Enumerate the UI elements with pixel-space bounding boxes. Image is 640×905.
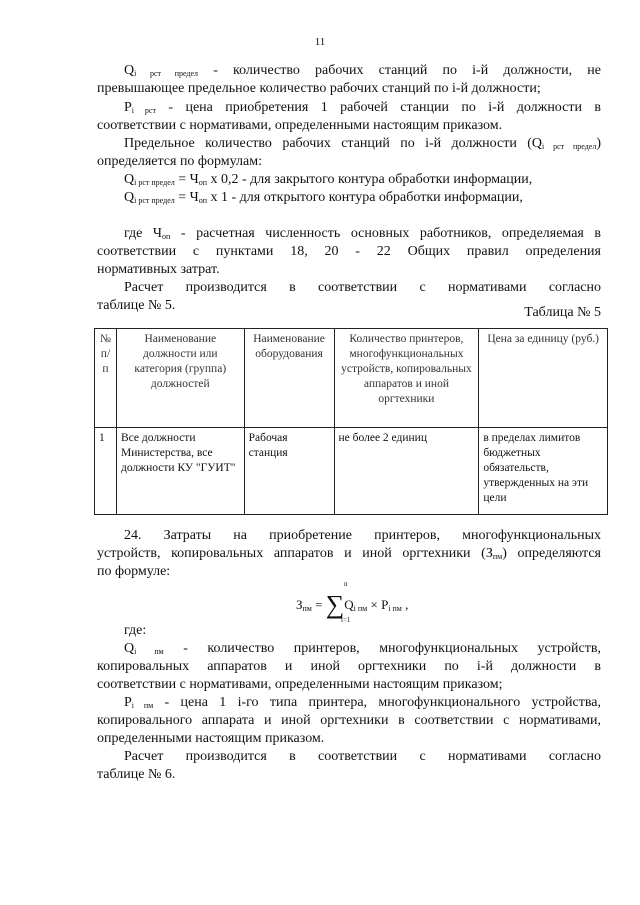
section-24-line2: устройств, копировальных аппаратов и иной оргтехники $(З_{пм})$ определяются — [97, 546, 601, 561]
where-chop-line3: нормативных затрат. — [97, 262, 220, 277]
norms-table — [94, 328, 608, 515]
table-row — [95, 428, 608, 515]
header-price: Цена за единицу (руб.) — [479, 329, 608, 428]
where-label: где: — [124, 623, 147, 638]
cell-num: 1 — [95, 428, 117, 515]
header-position: Наименование должности или категория (группа) должностей — [116, 329, 244, 428]
def-p-pm-line3: определенными настоящим приказом. — [97, 731, 325, 746]
def-q-rst-line2: превышающее предельное количество рабочих станций по i-й должности; — [97, 81, 541, 96]
page-number: 11 — [314, 36, 326, 48]
calc2-line1: Расчет производится в соответствии с нормативами согласно — [124, 749, 601, 764]
def-q-rst-line1: $Q_{i рст предел}$ - количество рабочих станций по i-й должности, не — [124, 63, 601, 78]
def-q-pm-line1: $Q_{i пм}$ - количество принтеров, многофункциональных устройств, — [124, 641, 601, 656]
def-p-rst-line1: $P_{i рст}$ - цена приобретения 1 рабочей станции по i-й должности в — [124, 100, 602, 115]
table-caption: Таблица № 5 — [524, 305, 601, 320]
section-24-line3: по формуле: — [97, 564, 171, 579]
cell-position: Все должности Министерства, все должности КУ "ГУИТ" — [116, 428, 244, 515]
limit-para-line2: определяется по формулам: — [97, 154, 262, 169]
calc2-line2: таблице № 6. — [97, 767, 176, 782]
def-p-pm-line1: $P_{i пм}$ - цена 1 i-го типа принтера, многофункционального устройства, — [124, 695, 601, 710]
where-chop-line2: соответствии с пунктами 18, 20 - 22 Общих правил определения — [97, 244, 601, 259]
cell-equipment: Рабочая станция — [244, 428, 334, 515]
header-equipment: Наименование оборудования — [244, 329, 334, 428]
header-quantity: Количество принтеров, многофункциональных устройств, копировальных аппаратов и иной оргтехники — [334, 329, 479, 428]
table-header-row — [95, 329, 608, 428]
calc-line1: Расчет производится в соответствии с нормативами согласно — [124, 280, 601, 295]
section-24-line1: 24. Затраты на приобретение принтеров, многофункциональных — [124, 528, 601, 543]
where-chop-line1: где $Ч_{оп}$ - расчетная численность основных работников, определяемая в — [124, 226, 601, 241]
header-num: № п/п — [95, 329, 117, 428]
cell-price: в пределах лимитов бюджетных обязательств, утвержденных на эти цели — [479, 428, 608, 515]
def-q-pm-line2: копировальных аппаратов и иной оргтехники по i-й должности в — [97, 659, 601, 674]
calc-line2: таблице № 5. — [97, 298, 176, 313]
def-q-pm-line3: соответствии с нормативами, определенными настоящим приказом; — [97, 677, 503, 692]
def-p-pm-line2: копировального аппарата и иной оргтехники в соответствии с нормативами, — [97, 713, 601, 728]
formula-zpm: $З_{пм}$ = ∑ n i=1 $Q_{i пм} \times P_{i пм}$ , — [296, 580, 409, 624]
limit-para-line1: Предельное количество рабочих станций по i-й должности $(Q_{i рст предел})$ — [124, 136, 602, 151]
formula-open: $Q_{i рст предел} = Ч_{оп}$ x 1 - для открытого контура обработки информации, — [124, 190, 523, 205]
sigma-symbol: ∑ — [325, 590, 345, 619]
formula-closed: $Q_{i рст предел} = Ч_{оп}$ x 0,2 - для закрытого контура обработки информации, — [124, 172, 533, 187]
cell-quantity: не более 2 единиц — [334, 428, 479, 515]
def-p-rst-line2: соответствии с нормативами, определенными настоящим приказом. — [97, 118, 503, 133]
